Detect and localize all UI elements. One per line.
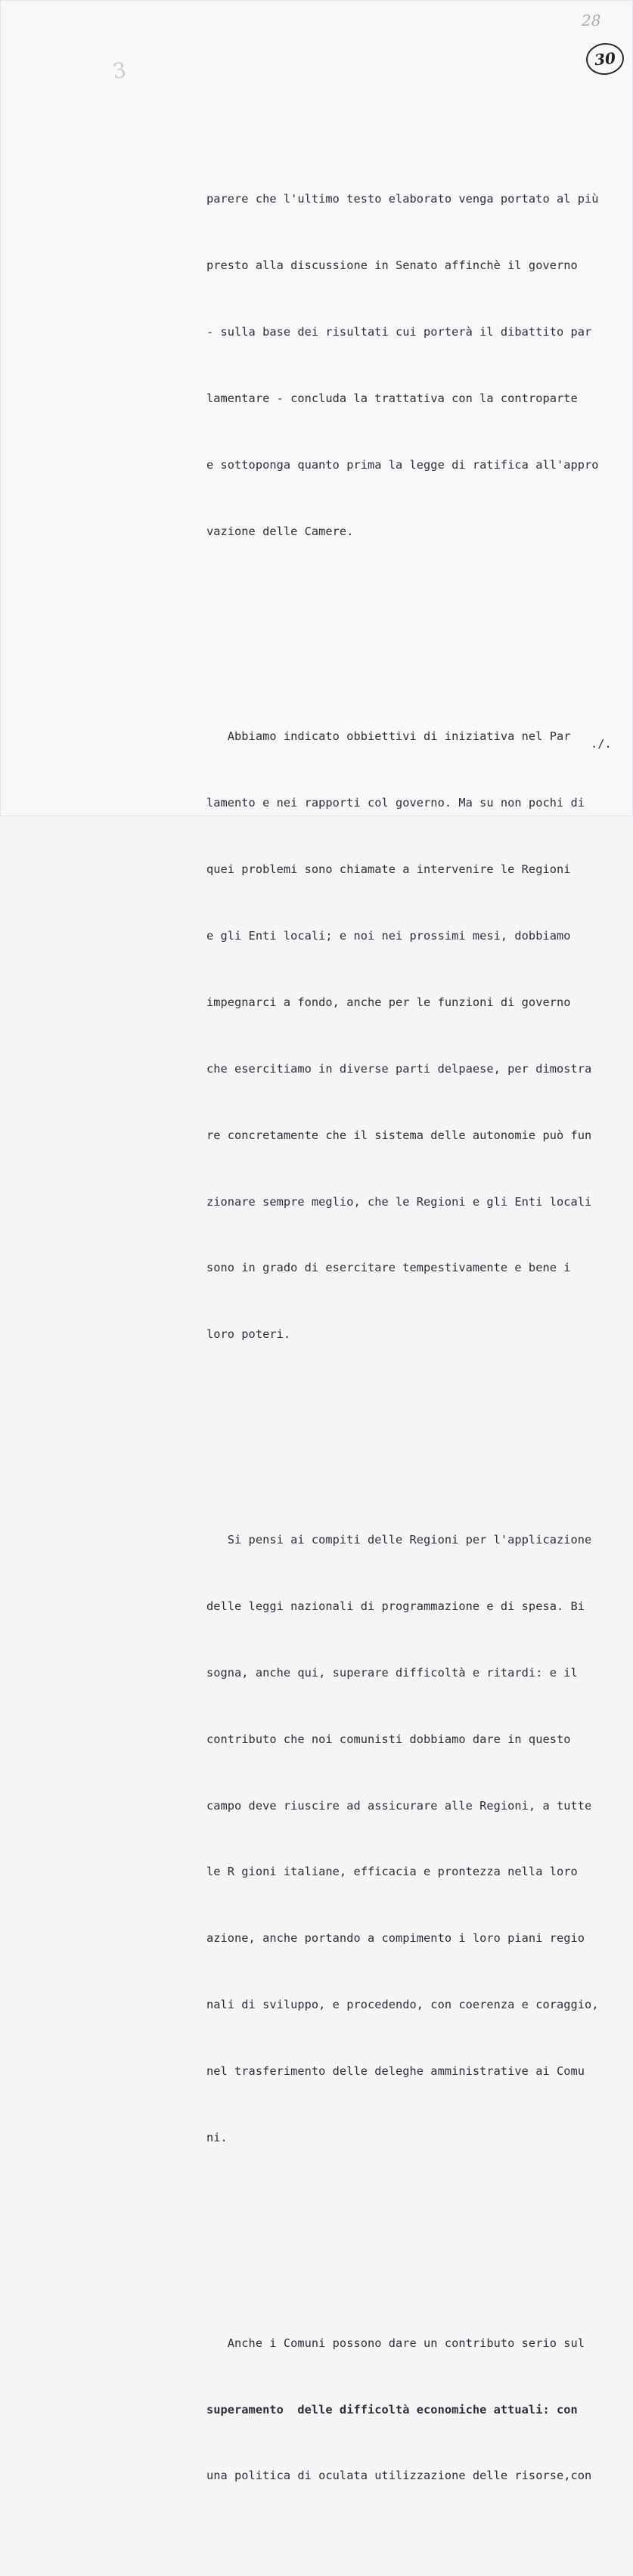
text-line: campo deve riuscire ad assicurare alle Regioni, a tutte (206, 1798, 592, 1813)
text-line: ni. (206, 2131, 228, 2145)
text-line: impegnarci a fondo, anche per le funzioni di governo (206, 995, 571, 1009)
text-line: nel trasferimento delle deleghe amministrative ai Comu (206, 2064, 585, 2079)
circled-page-number: 30 (585, 42, 625, 77)
pencil-margin-mark: 3 (110, 57, 129, 85)
text-line: sogna, anche qui, superare difficoltà e ritardi: e il (206, 1665, 578, 1680)
text-line: delle leggi nazionali di programmazione e di spesa. Bi (206, 1599, 585, 1613)
text-line: loro poteri. (206, 1327, 291, 1342)
paragraph-2 (206, 682, 630, 1391)
text-line: che esercitiamo in diverse parti delpaese, per dimostra (206, 1061, 592, 1076)
text-line: Abbiamo indicato obbiettivi di iniziativa nel Par (206, 729, 571, 744)
typewritten-text (206, 100, 630, 2576)
text-line: contributo che noi comunisti dobbiamo dare in questo (206, 1732, 571, 1746)
text-line: e gli Enti locali; e noi nei prossimi mesi, dobbiamo (206, 928, 571, 943)
text-line: azione, anche portando a compimento i loro piani regio (206, 1931, 585, 1946)
paragraph-1 (206, 144, 630, 587)
text-line: Anche i Comuni possono dare un contributo serio sul (206, 2336, 585, 2350)
text-line: superamento delle difficoltà economiche attuali: con (206, 2402, 578, 2417)
paragraph-4 (206, 2288, 630, 2531)
text-line: lamento e nei rapporti col governo. Ma su non pochi di (206, 796, 585, 810)
text-line: zionare sempre meglio, che le Regioni e gli Enti locali (206, 1194, 592, 1209)
text-line: e sottoponga quanto prima la legge di ratifica all'appro (206, 457, 599, 472)
text-line: vazione delle Camere. (206, 524, 354, 538)
text-line: lamentare - concluda la trattativa con la controparte (206, 391, 578, 405)
pencil-page-number: 28 (582, 11, 601, 29)
continuation-mark: ./. (591, 737, 612, 751)
text-line: Si pensi ai compiti delle Regioni per l'applicazione (206, 1533, 592, 1547)
text-line: presto alla discussione in Senato affinchè il governo (206, 259, 578, 273)
text-line: quei problemi sono chiamate a intervenire le Regioni (206, 862, 571, 877)
text-line: - sulla base dei risultati cui porterà il dibattito par (206, 324, 592, 339)
text-line: sono in grado di esercitare tempestivamente e bene i (206, 1261, 571, 1275)
text-line: le R gioni italiane, efficacia e prontezza nella loro (206, 1865, 578, 1879)
text-line: parere che l'ultimo testo elaborato venga portato al più (206, 192, 599, 206)
text-line: una politica di oculata utilizzazione delle risorse,con (206, 2469, 592, 2483)
text-line: nali di sviluppo, e procedendo, con coerenza e coraggio, (206, 1998, 599, 2012)
text-line: re concretamente che il sistema delle autonomie può fun (206, 1128, 592, 1142)
paragraph-3 (206, 1485, 630, 2194)
